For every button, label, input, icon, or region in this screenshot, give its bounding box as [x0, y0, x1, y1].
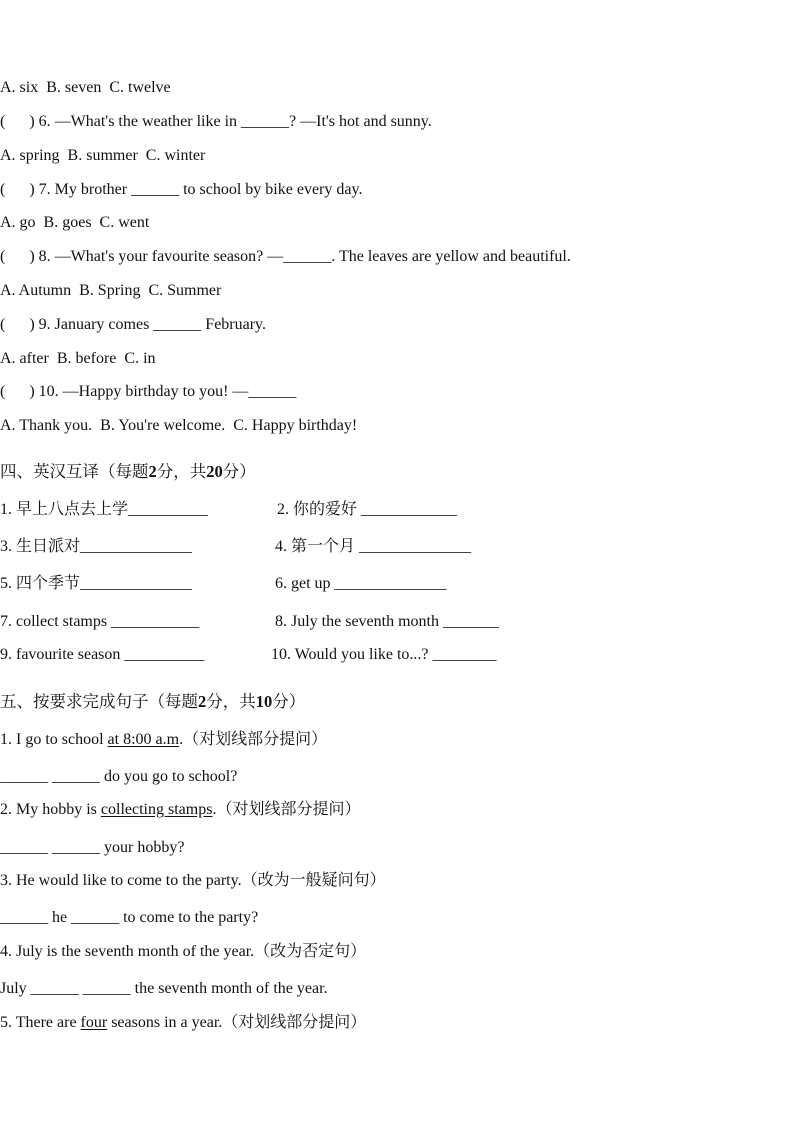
translate-item-6: 6. get up ______________ — [275, 575, 447, 592]
options-q5: A. six B. seven C. twelve — [0, 79, 171, 96]
section-4-total: 20 — [206, 462, 223, 481]
translate-item-1: 1. 早上八点去上学__________ — [0, 501, 209, 518]
rewrite-answer-4: July ______ ______ the seventh month of the year. — [0, 980, 328, 997]
section-4-title-b: 分，共 — [156, 462, 207, 481]
question-6: ( ) 6. —What's the weather like in ______? —It's hot and sunny. — [0, 113, 432, 130]
section-5-total: 10 — [255, 692, 273, 711]
translate-item-9: 9. favourite season __________ — [0, 646, 205, 663]
section-4-title-c: 分） — [222, 462, 256, 481]
question-9: ( ) 9. January comes ______ February. — [0, 316, 267, 333]
question-10: ( ) 10. —Happy birthday to you! —______ — [0, 383, 297, 400]
options-q8: A. Autumn B. Spring C. Summer — [0, 282, 222, 299]
translate-item-5: 5. 四个季节______________ — [0, 575, 193, 592]
translate-item-10: 10. Would you like to...? ________ — [271, 646, 497, 663]
rewrite-answer-2: ______ ______ your hobby? — [0, 839, 185, 856]
q1-instruction: .（对划线部分提问） — [179, 731, 328, 748]
translate-item-4: 4. 第一个月 ______________ — [275, 538, 472, 555]
section-4-points: 2 — [148, 462, 157, 481]
translate-item-3: 3. 生日派对______________ — [0, 538, 193, 555]
q1-text: 1. I go to school — [0, 731, 108, 748]
question-8: ( ) 8. —What's your favourite season? —______. The leaves are yellow and beautiful. — [0, 248, 571, 265]
q5-underlined: four — [80, 1014, 108, 1031]
q2-instruction: .（对划线部分提问） — [212, 801, 361, 818]
translate-item-7: 7. collect stamps ___________ — [0, 613, 200, 630]
section-5-title-b: 分，共 — [206, 692, 256, 711]
section-5-title-a: 五、按要求完成句子（每题 — [0, 692, 198, 711]
q5-text: 5. There are — [0, 1014, 81, 1031]
options-q9: A. after B. before C. in — [0, 350, 156, 367]
q2-underlined: collecting stamps — [100, 801, 213, 818]
q2-text: 2. My hobby is — [0, 801, 101, 818]
rewrite-question-3: 3. He would like to come to the party.（改为一般疑问句） — [0, 872, 386, 889]
rewrite-question-5 — [0, 1013, 366, 1033]
translate-item-2: 2. 你的爱好 ____________ — [277, 501, 458, 518]
section-4-title-a: 四、英汉互译（每题 — [0, 462, 149, 481]
rewrite-answer-1: ______ ______ do you go to school? — [0, 768, 238, 785]
section-5-title-c: 分） — [272, 692, 306, 711]
section-5-heading — [0, 692, 305, 712]
q1-underlined: at 8:00 a.m — [107, 731, 180, 748]
q5-instruction: seasons in a year.（对划线部分提问） — [107, 1014, 367, 1031]
section-4-heading — [0, 462, 256, 482]
translate-item-8: 8. July the seventh month _______ — [275, 613, 499, 630]
rewrite-question-4: 4. July is the seventh month of the year.（改为否定句） — [0, 943, 367, 960]
question-7: ( ) 7. My brother ______ to school by bike every day. — [0, 181, 363, 198]
rewrite-question-2 — [0, 800, 360, 820]
rewrite-question-1 — [0, 730, 327, 750]
options-q7: A. go B. goes C. went — [0, 214, 150, 231]
rewrite-answer-3: ______ he ______ to come to the party? — [0, 909, 259, 926]
section-5-points: 2 — [198, 692, 207, 711]
options-q10: A. Thank you. B. You're welcome. C. Happy birthday! — [0, 417, 358, 434]
options-q6: A. spring B. summer C. winter — [0, 147, 206, 164]
